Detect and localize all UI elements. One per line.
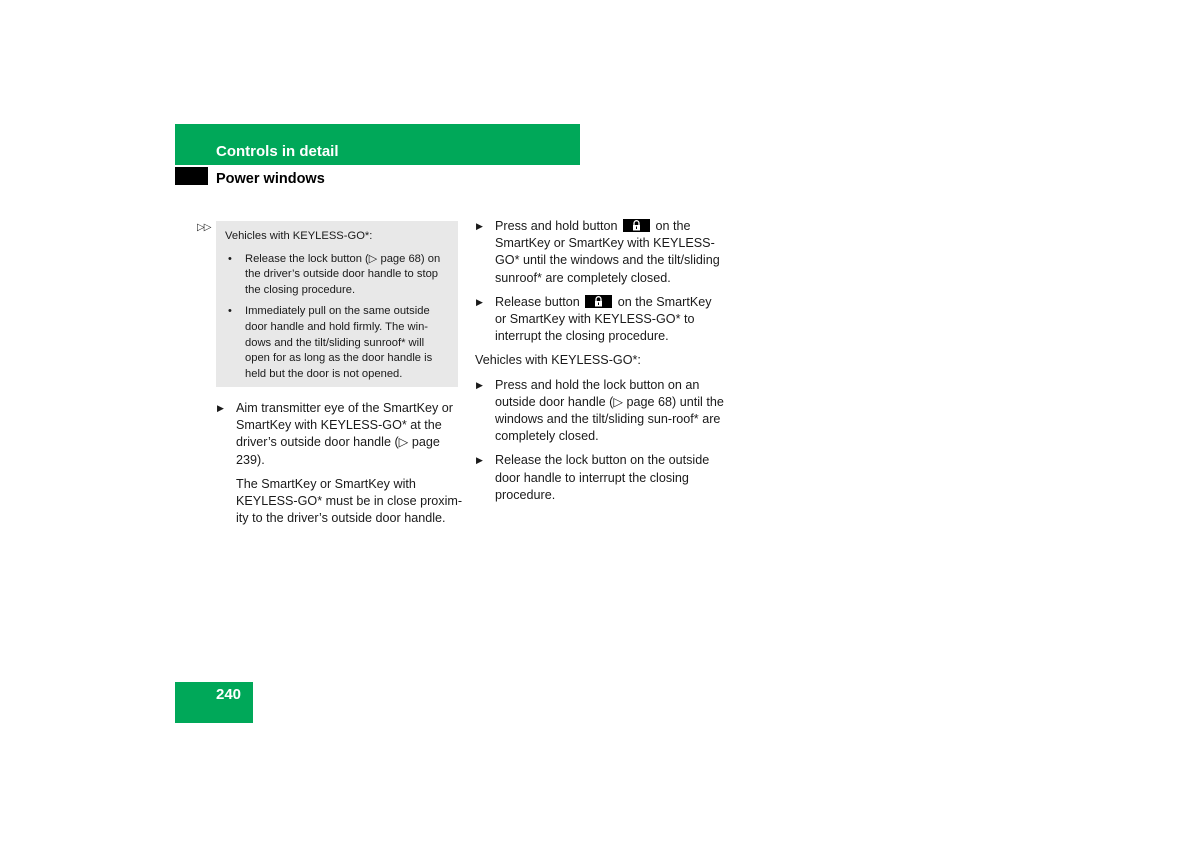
note-list (225, 252, 448, 383)
right-column (475, 218, 725, 511)
instruction-step (475, 377, 725, 446)
step-arrow-icon: ▶ (476, 379, 483, 390)
step-text: Release the lock button on the outside door handle to interrupt the closing procedure. (495, 453, 710, 502)
step-note: The SmartKey or SmartKey with KEYLESS-GO* must be in close proxim-ity to the driver’s outside door handle. (236, 476, 463, 526)
keyless-go-heading: Vehicles with KEYLESS-GO*: (475, 353, 641, 368)
bullet-icon: • (228, 305, 232, 318)
step-text: Aim transmitter eye of the SmartKey or SmartKey with KEYLESS-GO* at the driver’s outside door handle (▷ page 239). (236, 401, 453, 467)
note-intro: Vehicles with KEYLESS-GO*: (225, 230, 373, 242)
lock-button-icon (623, 219, 650, 232)
step-text-start: Release button (495, 294, 580, 309)
instruction-step (475, 218, 725, 287)
step-text: Press and hold the lock button on an outside door handle (▷ page 68) until the windows and the tilt/sliding sun-roof* are completely closed. (495, 377, 724, 444)
subsection-title: Power windows (216, 171, 325, 187)
step-text-start: Press and hold button (495, 219, 618, 233)
lock-button-icon (585, 295, 612, 308)
step-arrow-icon: ▶ (476, 296, 483, 307)
instruction-step (216, 400, 466, 469)
bullet-icon: • (228, 252, 232, 265)
page-number-box (175, 682, 253, 723)
step-text-end: on the SmartKey or SmartKey with KEYLESS-GO* until the windows and the tilt/sliding sunroof* are completely closed. (495, 219, 720, 285)
note-item-text: Release the lock button (▷ page 68) on the driver’s outside door handle to stop the closing procedure. (245, 252, 441, 296)
note-item (225, 252, 448, 299)
note-item (225, 304, 448, 382)
page-number: 240 (216, 686, 242, 703)
subheader-marker (175, 167, 208, 185)
step-arrow-icon: ▶ (476, 455, 483, 466)
continued-marker: ▷▷ (197, 222, 211, 233)
instruction-step (475, 452, 725, 504)
left-column (216, 400, 466, 527)
step-arrow-icon: ▶ (217, 403, 224, 413)
instruction-step (475, 294, 725, 346)
keyless-go-note (216, 221, 458, 387)
step-arrow-icon: ▶ (476, 221, 483, 231)
section-title: Controls in detail (216, 143, 339, 160)
step-text-end: on the SmartKey or SmartKey with KEYLESS-GO* to interrupt the closing procedure. (495, 294, 712, 344)
note-item-text: Immediately pull on the same outside door handle and hold firmly. The win-dows and the tilt/sliding sunroof* will open for as long as the door handle is held but the door is not opened. (245, 305, 433, 380)
